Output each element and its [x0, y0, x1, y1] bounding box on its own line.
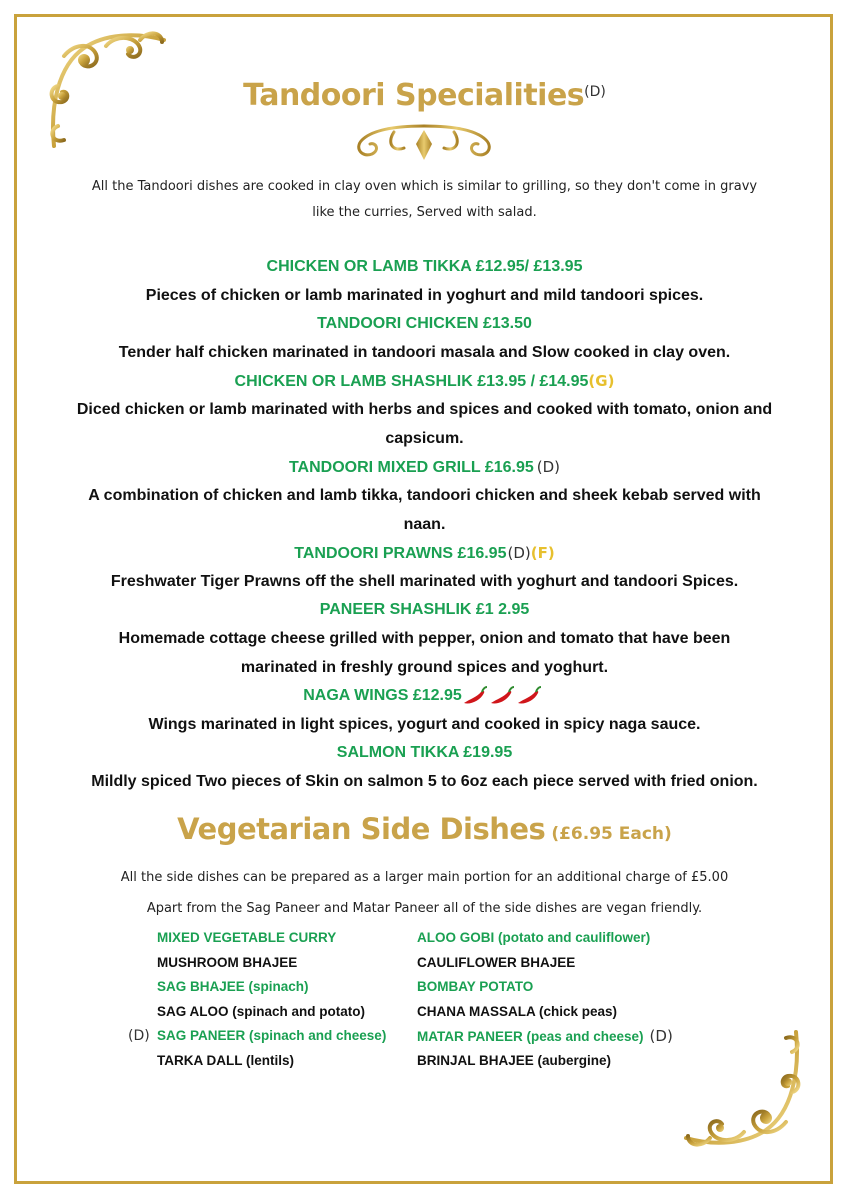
- side-dish-row: [0, 953, 849, 978]
- side-dish-row: [0, 977, 849, 1002]
- side-dish-item: SAG BHAJEE (spinach): [157, 979, 309, 994]
- dish-name: NAGA WINGS £12.95: [40, 682, 809, 710]
- dish-name: CHICKEN OR LAMB TIKKA £12.95/ £13.95: [266, 258, 583, 275]
- side-dish-item: CHANA MASSALA (chick peas): [417, 1003, 618, 1019]
- side-dish-grid: [0, 928, 849, 1075]
- gluten-marker: (G): [588, 372, 615, 390]
- dairy-marker: (D): [536, 458, 561, 476]
- section-title: [0, 78, 849, 113]
- veg-title: Vegetarian Side Dishes: [177, 812, 546, 846]
- dish-name: PANEER SHASHLIK £1 2.95: [319, 601, 530, 618]
- side-dish-row: [0, 1051, 849, 1076]
- dish-description: Tender half chicken marinated in tandoori masala and Slow cooked in clay oven.: [118, 344, 731, 361]
- dish-name: CHICKEN OR LAMB SHASHLIK £13.95 / £14.95(G): [234, 372, 615, 390]
- dish-name: TANDOORI CHICKEN £13.50: [317, 315, 532, 332]
- side-dish-item: CAULIFLOWER BHAJEE: [417, 954, 576, 970]
- side-dish-item: MUSHROOM BHAJEE: [157, 954, 298, 970]
- side-dish-item: TARKA DALL (lentils): [157, 1052, 294, 1068]
- dairy-marker: (D): [128, 1028, 150, 1044]
- fish-marker: (F): [530, 544, 555, 562]
- dairy-marker: (D): [649, 1027, 673, 1045]
- veg-note-1: All the side dishes can be prepared as a larger main portion for an additional charge of £5.00: [120, 870, 729, 885]
- dish-description: Wings marinated in light spices, yogurt and cooked in spicy naga sauce.: [148, 716, 701, 733]
- dish-description: Homemade cottage cheese grilled with pepper, onion and tomato that have been marinated in freshly ground spices and yoghurt.: [118, 630, 731, 676]
- dairy-marker: (D): [584, 84, 606, 100]
- side-dish-item: BOMBAY POTATO: [417, 979, 534, 994]
- veg-section-title: [0, 812, 849, 846]
- side-dish-row: [0, 928, 849, 953]
- dish-name: TANDOORI MIXED GRILL £16.95 (D): [288, 458, 561, 476]
- dish-name: TANDOORI PRAWNS £16.95(D)(F): [294, 544, 555, 562]
- side-dish-row: [0, 1002, 849, 1027]
- gold-scroll-divider-ornament: [262, 118, 586, 164]
- side-dish-item: ALOO GOBI (potato and cauliflower): [417, 930, 651, 945]
- side-dish-row: [0, 1026, 849, 1051]
- dish-description: Freshwater Tiger Prawns off the shell marinated with yoghurt and tandoori Spices.: [110, 573, 739, 590]
- side-dish-item: SAG ALOO (spinach and potato): [157, 1003, 365, 1019]
- dairy-marker: (D): [507, 544, 531, 562]
- side-dish-item: BRINJAL BHAJEE (aubergine): [417, 1052, 612, 1068]
- chilli-icon: [464, 687, 487, 704]
- page-title: Tandoori Specialities: [243, 78, 585, 113]
- dish-description: Pieces of chicken or lamb marinated in yoghurt and mild tandoori spices.: [145, 287, 704, 304]
- veg-price-note: (£6.95 Each): [551, 824, 672, 844]
- side-dish-item: SAG PANEER (spinach and cheese): [157, 1028, 387, 1043]
- veg-note-2: Apart from the Sag Paneer and Matar Paneer all of the side dishes are vegan friendly.: [146, 901, 703, 916]
- side-dish-item: MATAR PANEER (peas and cheese) (D): [417, 1027, 673, 1045]
- intro-line-1: All the Tandoori dishes are cooked in clay oven which is similar to grilling, so they don't come in gravy: [91, 179, 758, 194]
- dish-description: A combination of chicken and lamb tikka, tandoori chicken and sheek kebab served with naan.: [88, 487, 761, 533]
- dish-description: Diced chicken or lamb marinated with herbs and spices and cooked with tomato, onion and capsicum.: [76, 401, 773, 447]
- intro-line-2: like the curries, Served with salad.: [312, 205, 537, 220]
- dish-description: Mildly spiced Two pieces of Skin on salmon 5 to 6oz each piece served with fried onion.: [91, 773, 758, 790]
- side-dish-item: MIXED VEGETABLE CURRY: [157, 930, 337, 945]
- chilli-spice-rating-icon: [462, 685, 546, 707]
- chilli-icon: [491, 687, 514, 704]
- tandoori-dish-list: [40, 253, 809, 796]
- chilli-icon: [518, 687, 541, 704]
- dish-name: SALMON TIKKA £19.95: [336, 744, 513, 761]
